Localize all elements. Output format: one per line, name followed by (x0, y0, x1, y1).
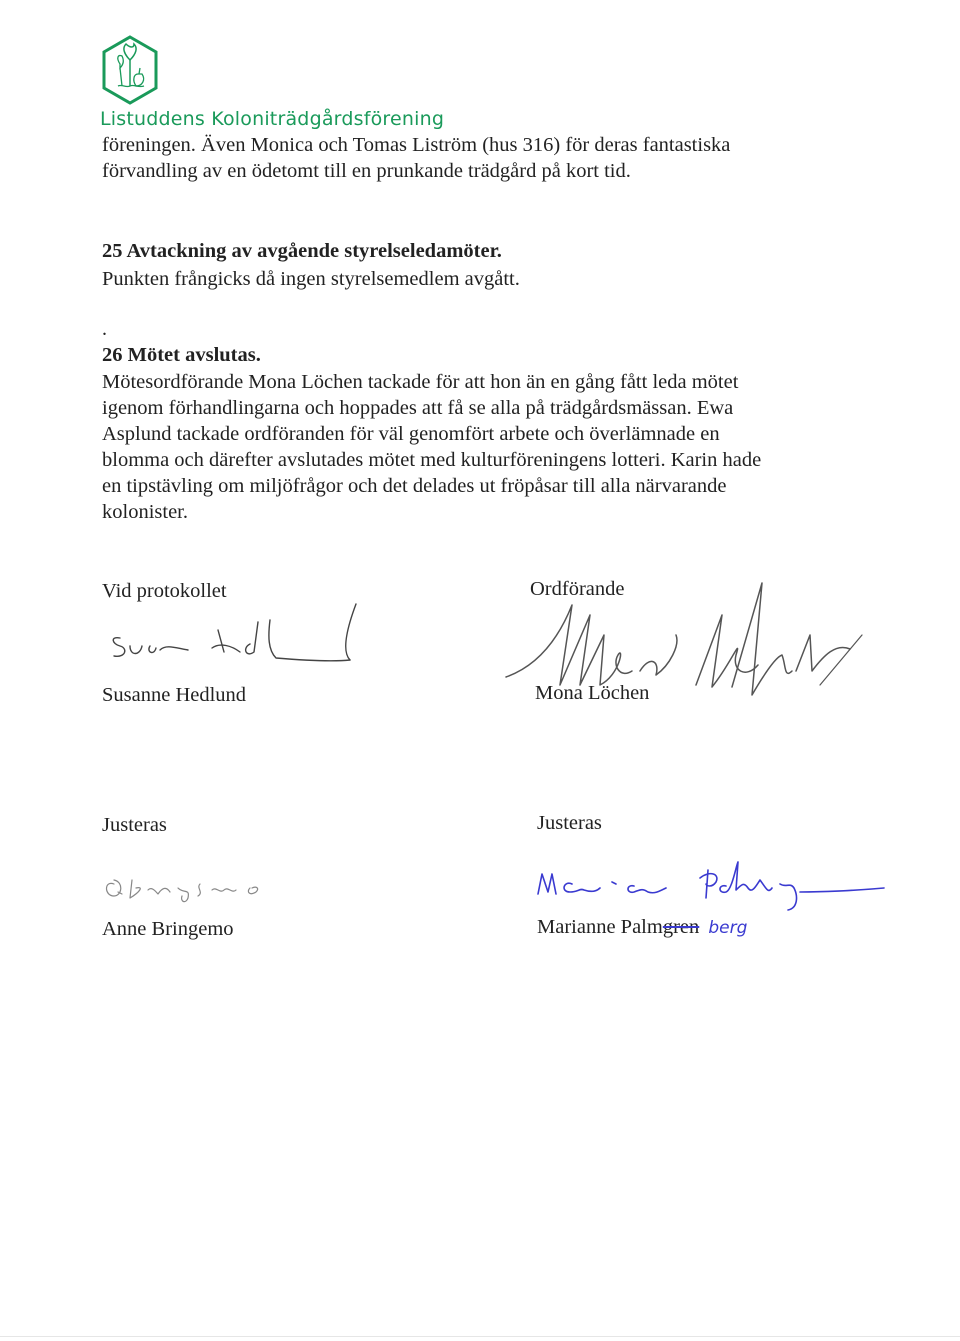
text-line: igenom förhandlingarna och hoppades att få se alla på trädgårdsmässan. Ewa (102, 397, 734, 419)
name-typed: Marianne Palm (537, 916, 663, 938)
stray-marker: . (102, 318, 107, 340)
name-struck: gren (662, 916, 700, 938)
intro-paragraph (102, 132, 842, 184)
adjuster-right-name (537, 916, 747, 939)
section-body-26 (102, 369, 842, 525)
name-handwritten-correction: berg (708, 918, 748, 938)
adjuster-label-right: Justeras (537, 812, 602, 834)
adjuster-right-signature (530, 858, 890, 916)
section-heading-26: 26 Mötet avslutas. (102, 344, 261, 366)
protocol-label: Vid protokollet (102, 580, 227, 602)
organization-name: Listuddens Koloniträdgårdsförening (100, 108, 445, 130)
text-line: en tipstävling om miljöfrågor och det delades ut fröpåsar till alla närvarande (102, 475, 727, 497)
text-line: kolonister. (102, 501, 188, 523)
text-line: Asplund tackade ordföranden för väl genomfört arbete och överlämnade en (102, 423, 720, 445)
text-line: Mötesordförande Mona Löchen tackade för att hon än en gång fått leda mötet (102, 371, 739, 393)
chair-name: Mona Löchen (535, 682, 650, 704)
text-line: Punkten frångicks då ingen styrelsemedlem avgått. (102, 268, 520, 290)
scan-edge (0, 1336, 960, 1337)
adjuster-label-left: Justeras (102, 814, 167, 836)
text-line: föreningen. Även Monica och Tomas Liström (hus 316) för deras fantastiska (102, 134, 731, 156)
flower-bulb-hexagon-icon (100, 34, 160, 106)
text-line: blomma och därefter avslutades mötet med kulturföreningens lotteri. Karin hade (102, 449, 762, 471)
secretary-signature (100, 600, 370, 680)
secretary-name: Susanne Hedlund (102, 684, 247, 706)
adjuster-left-name: Anne Bringemo (102, 918, 234, 940)
adjuster-left-signature (100, 862, 300, 912)
section-heading-25: 25 Avtackning av avgående styrelseledamöter. (102, 240, 502, 262)
text-line: förvandling av en ödetomt till en prunkande trädgård på kort tid. (102, 160, 631, 182)
chair-label: Ordförande (530, 578, 625, 600)
section-body-25 (102, 266, 842, 292)
